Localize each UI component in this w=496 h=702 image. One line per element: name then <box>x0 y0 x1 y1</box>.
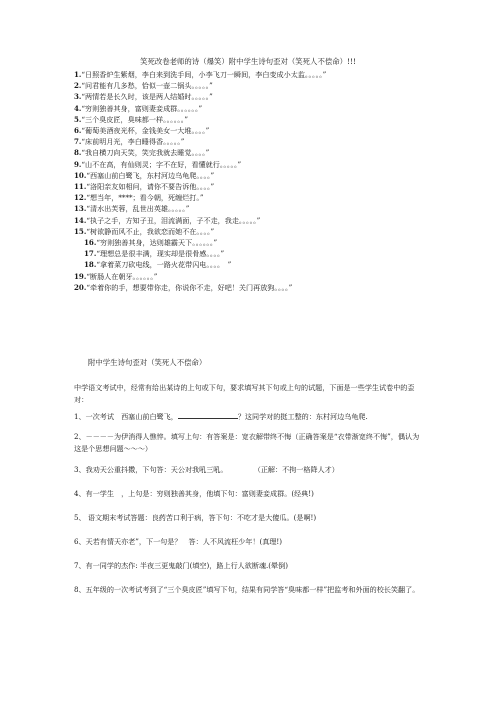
item-3-note: （正解：不拘一格降人才） <box>253 465 339 474</box>
list-item: 5、 语文期末考试答题：良药苦口利于病，答下句：不吃才是大傻瓜。(是啊!) <box>74 513 317 522</box>
list-item: 6、天若有情天亦老”，下一句是？ 答：人不风流枉少年！(真理!) <box>74 537 283 546</box>
poem-text: “穷则独善其身，达则雄霸天下。。。。。。” <box>96 238 218 248</box>
poem-number: 4. <box>74 103 82 113</box>
poem-text: “树欲静而风不止，我欲恋而她不在。。。。” <box>86 226 215 236</box>
poem-number: 2. <box>74 81 82 91</box>
poem-number: 10. <box>74 170 87 180</box>
poem-line <box>74 248 484 259</box>
poem-text: “三个臭皮匠，臭味都一样。。。。。。” <box>81 114 188 124</box>
poem-line <box>74 203 484 214</box>
poem-line <box>74 237 484 248</box>
poem-text: “理想总是很丰满，现实却是很骨感。。。。” <box>96 249 225 259</box>
poem-number: 3. <box>74 92 82 102</box>
poem-line <box>74 114 484 125</box>
poem-text: “拿着菜刀砍电线，一路火花带闪电。。。。 ” <box>96 260 232 270</box>
list-item <box>74 464 424 476</box>
poem-number: 19. <box>74 271 87 281</box>
poem-line <box>74 192 484 203</box>
poem-text: “葡萄美酒夜光杯，金钱美女一大堆。。。。” <box>81 126 210 136</box>
poem-line <box>74 103 484 114</box>
poem-line <box>74 259 484 270</box>
poem-number: 17. <box>84 249 97 259</box>
poem-text: “穷则独善其身，富则妻妾成群。。。。。。” <box>81 103 203 113</box>
poem-number: 14. <box>74 215 87 225</box>
poem-list <box>74 69 484 293</box>
poem-line <box>74 136 484 147</box>
poem-text: “牵着你的手，想要带你走，你说你不走，好吧！关门再放狗。。。。” <box>86 282 293 292</box>
answer-blank <box>178 411 238 419</box>
poem-number: 5. <box>74 114 82 124</box>
list-item: 8、五年级的一次考试考到了“三个臭皮匠”填写下句，结果有同学答“臭味都一样”把监考和外面的校长笑翻了。 <box>74 585 420 594</box>
poem-text: “日照香炉生紫烟，李白来到洗手间，小李飞刀一瞬间，李白变成小太监。。。。。” <box>81 70 327 79</box>
poem-number: 18. <box>84 260 97 270</box>
poem-text: “断肠人在朝牙。。。。。。” <box>86 271 158 281</box>
poem-text: “清水出芙蓉，乱世出英雄。。。。。” <box>86 204 190 214</box>
poem-line <box>74 181 484 192</box>
poem-text: “我自横刀向天笑，笑完我就去睡觉。。。。” <box>81 148 210 158</box>
poem-text: “问君能有几多愁，恰似一壶二锅头。。。。。” <box>81 81 213 91</box>
list-item: 7、有一同学的杰作: 半夜三更鬼敲门(填空)，路上行人欲断魂.(晕倒) <box>74 561 289 570</box>
poem-line <box>74 170 484 181</box>
list-item: 2、－－－－为伊消得人憔悴。填写上句：有答案是：宽衣解带终不悔（正确答案是“衣带渐宽终不悔”，偶认为这是个思想问题～～～） <box>74 432 420 453</box>
page-title: 笑死改卷老师的诗（爆笑）附中学生诗句歪对（笑死人不偿命）!!! <box>140 57 356 66</box>
poem-line <box>74 282 484 293</box>
poem-line <box>74 271 484 282</box>
poem-number: 8. <box>74 148 82 158</box>
list-item: 4、有一学生 ，上句是：穷则独善其身，他填下句：富则妻妾成群。(经典!) <box>74 489 314 498</box>
poem-line <box>74 69 484 80</box>
poem-text: “西塞山前白鹭飞，东村河边乌龟爬。。。。” <box>86 170 215 180</box>
section-subtitle: 附中学生诗句歪对（笑死人不偿命） <box>88 358 207 367</box>
poem-number: 6. <box>74 126 82 136</box>
intro-paragraph: 中学语文考试中，经常有给出某诗的上句或下句，要求填写其下句或上句的试题，下面是一些学生试卷中的歪对： <box>74 383 415 404</box>
poem-number: 1. <box>74 70 82 79</box>
poem-number: 15. <box>74 226 87 236</box>
poem-number: 11. <box>74 182 87 192</box>
poem-line <box>74 125 484 136</box>
poem-text: “山不在高，有仙则灵；字不在好，看懂就行。。。。。” <box>81 159 242 169</box>
poem-text: “执子之手，方知子丑，泪流满面，子不走，我走。。。。。” <box>86 215 261 225</box>
poem-line <box>74 226 484 237</box>
poem-number: 7. <box>74 137 82 147</box>
item-1-question: 1、一次考试 西塞山前白鹭飞， <box>74 412 178 421</box>
poem-number: 9. <box>74 159 82 169</box>
poem-text: “床前明月光，李白睡得香。。。。。” <box>81 137 185 147</box>
poem-line <box>74 147 484 158</box>
poem-number: 12. <box>74 193 87 203</box>
poem-number: 20. <box>74 282 87 292</box>
poem-line <box>74 159 484 170</box>
poem-number: 13. <box>74 204 87 214</box>
poem-line <box>74 80 484 91</box>
poem-number: 16. <box>84 238 97 248</box>
poem-line <box>74 215 484 226</box>
item-1-answer: ？这同学对的挺工整的：东村河边乌龟爬. <box>237 412 368 421</box>
item-3-text: 3、我劝天公重抖擞，下句答：天公对我吼三吼。 <box>74 465 228 474</box>
poem-text: “想当年，****；看今朝，死缠烂打。” <box>86 193 204 203</box>
poem-text: “两情若是长久时，该是两人结婚时。。。。。” <box>81 92 213 102</box>
poem-text: “洛阳亲友如相问，请你不要告诉他。。。。” <box>86 182 215 192</box>
list-item <box>74 411 424 423</box>
poem-line <box>74 91 484 102</box>
